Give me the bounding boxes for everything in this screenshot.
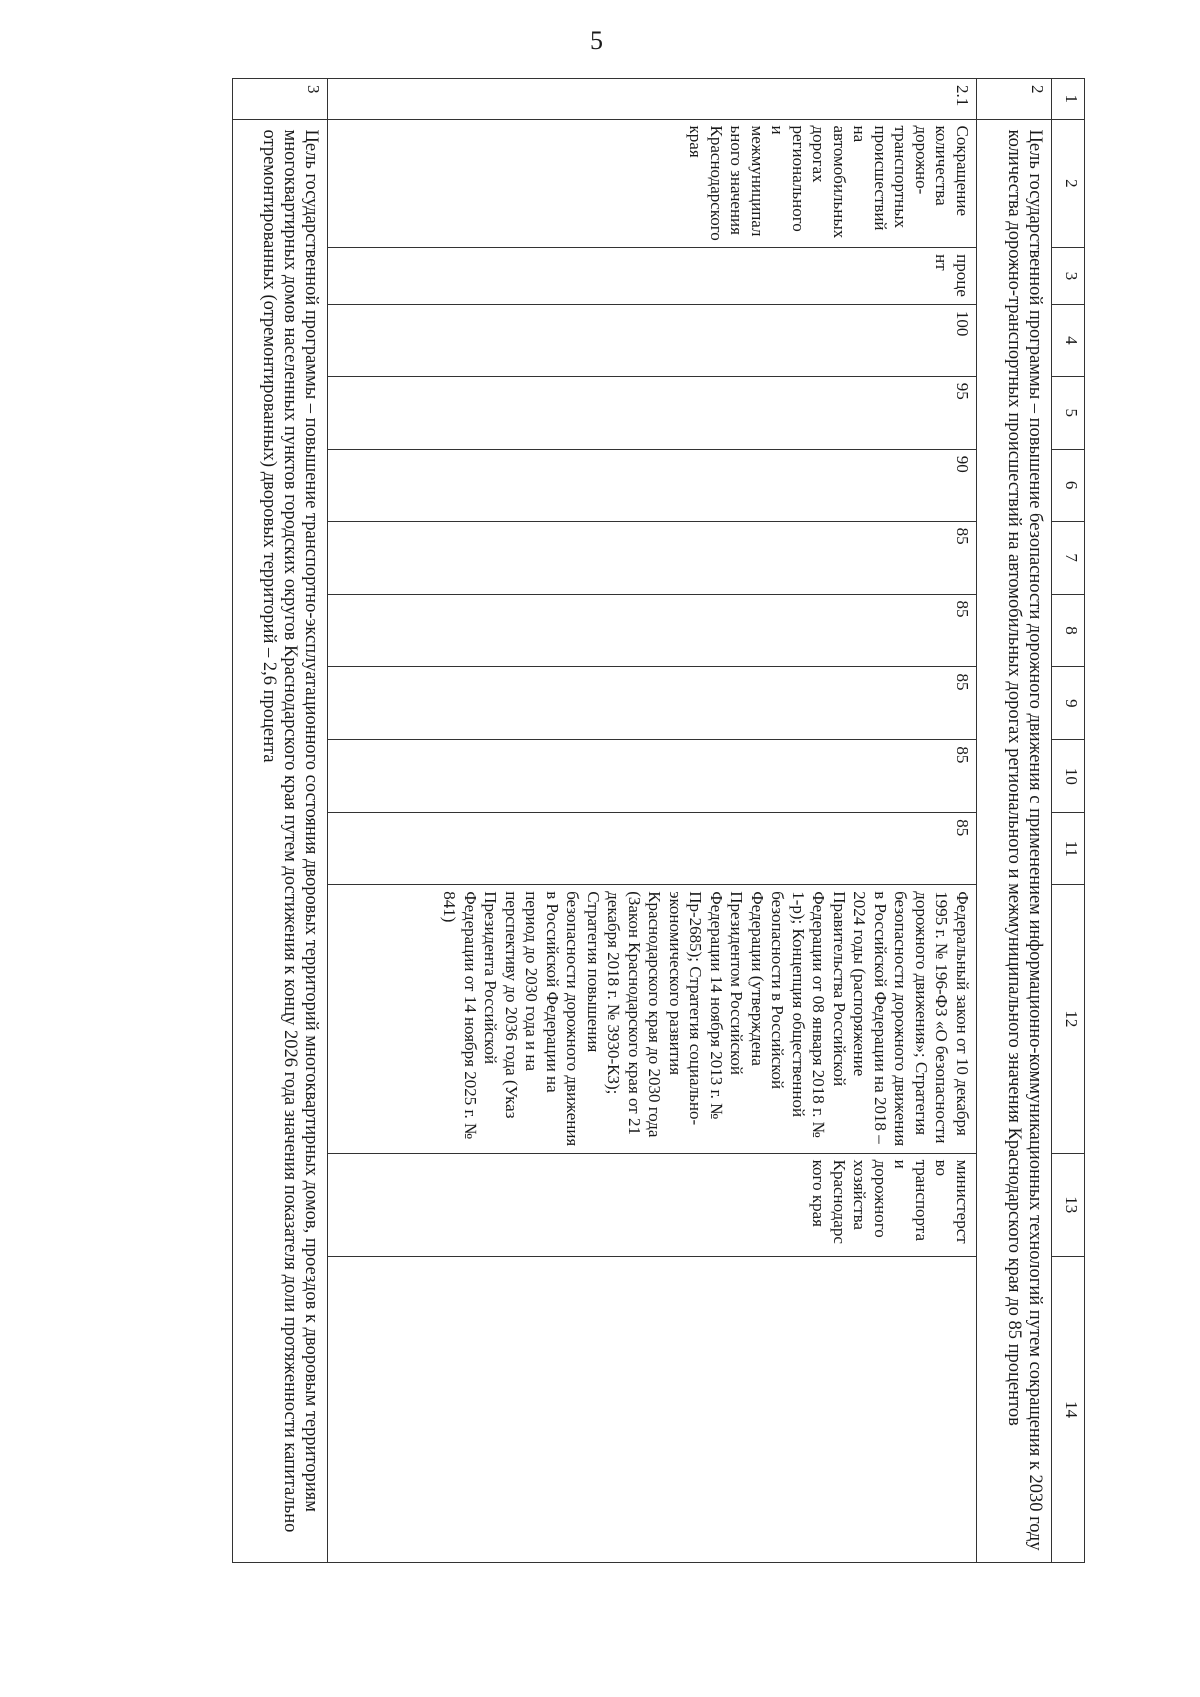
goal-2-text: Цель государственной программы – повышение безопасности дорожного движения с применением информационно-коммуникационных технологий путем сокращения к 2030 году количества дорожно-транспортных происшествий на автомобильных дорогах регионального и межмуниципального значения Краснодарского края до 85 процентов [977, 119, 1052, 1562]
legal-basis-cell: Федеральный закон от 10 декабря 1995 г. № 196-ФЗ «О безопасности дорожного движения»; Стратегия безопасности дорожного движения в Российской Федерации на 2018 – 2024 годы (распоряжение Правительства Российской Федерации от 08 января 2018 г. № 1-р); Концепция общественной безопасности в Российской Федерации (утверждена Президентом Российской Федерации 14 ноября 2013 г. № Пр-2685); Стратегия социально-экономического развития Краснодарского края до 2030 года (Закон Краснодарского края от 21 декабря 2018 г. № 3930-КЗ); Стратегия повышения безопасности дорожного движения в Российской Федерации на период до 2030 года и на перспективу до 2036 года (Указ Президента Российской Федерации от 14 ноября 2025 г. № 841) [328, 885, 977, 1153]
col-header: 4 [1052, 304, 1085, 376]
col-header: 8 [1052, 594, 1085, 667]
goal-3-number: 3 [233, 79, 328, 120]
col-header: 5 [1052, 376, 1085, 449]
col-header: 13 [1052, 1153, 1085, 1256]
value-cell: 85 [328, 740, 977, 813]
value-cell: 100 [328, 304, 977, 376]
col-header: 7 [1052, 521, 1085, 594]
col-header: 2 [1052, 119, 1085, 248]
col-header: 10 [1052, 740, 1085, 813]
col-header: 1 [1052, 79, 1085, 120]
goal-2-number: 2 [977, 79, 1052, 120]
col-header: 14 [1052, 1256, 1085, 1562]
goal-3-text: Цель государственной программы – повышение транспортно-эксплуатационного состояния дворовых территорий многоквартирных домов, проездов к дворовым территориям многоквартирных домов населенных пунктов городских округов Краснодарского края путем достижения к концу 2026 года значения показателя доли протяженности капитально отремонтированных (отремонтированных) дворовых территорий – 2,6 процента [233, 119, 328, 1562]
rotated-table-container [175, 78, 1085, 1563]
col14-cell [328, 1256, 977, 1562]
value-cell: 85 [328, 813, 977, 885]
indicator-row-2-1 [328, 79, 977, 1563]
col-header: 11 [1052, 813, 1085, 885]
col-header: 9 [1052, 667, 1085, 740]
indicators-table [232, 78, 1085, 1563]
page-number: 5 [590, 26, 603, 55]
column-numbers-row [1052, 79, 1085, 1563]
indicator-number: 2.1 [328, 79, 977, 120]
goal-2-row [977, 79, 1052, 1563]
col-header: 6 [1052, 449, 1085, 521]
value-cell: 90 [328, 449, 977, 521]
responsible-body-cell: министерство транспорта и дорожного хозяйства Краснодарского края [328, 1153, 977, 1256]
col-header: 12 [1052, 885, 1085, 1153]
indicator-unit: процент [328, 248, 977, 305]
value-cell: 85 [328, 667, 977, 740]
value-cell: 85 [328, 521, 977, 594]
goal-3-row [233, 79, 328, 1563]
value-cell: 85 [328, 594, 977, 667]
col-header: 3 [1052, 248, 1085, 305]
value-cell: 95 [328, 376, 977, 449]
indicator-name: Сокращение количества дорожно-транспортных происшествий на автомобильных дорогах регионального и межмуниципального значения Краснодарского края [328, 119, 977, 248]
